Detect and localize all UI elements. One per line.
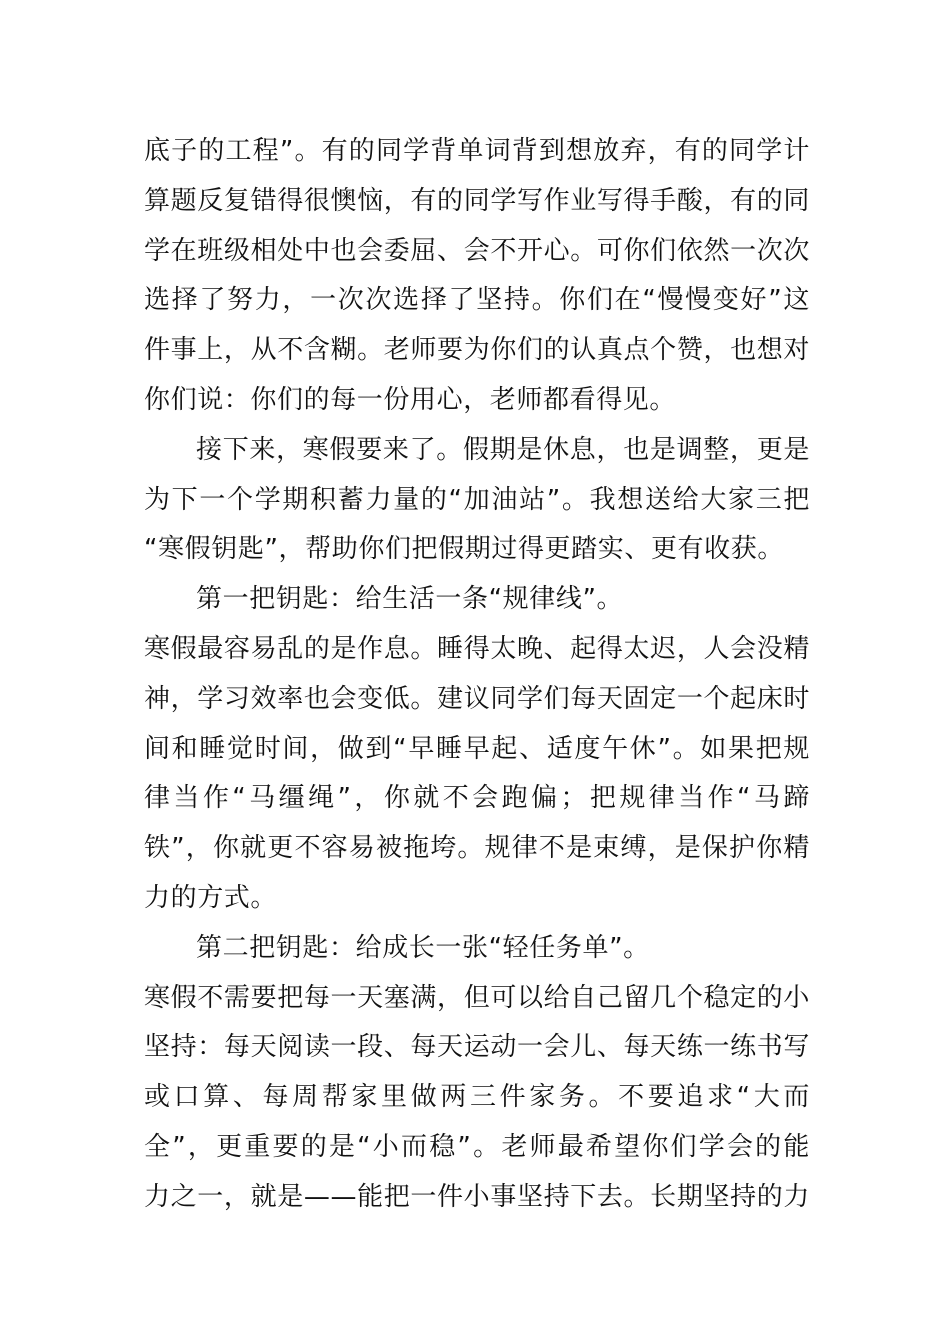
text-line-11: 寒假最容易乱的是作息。睡得太晚、起得太迟，人会没精 [144, 634, 810, 664]
text-line-8: 为下一个学期积蓄力量的“加油站”。我想送给大家三把 [144, 485, 810, 515]
text-line-6: 你们说：你们的每一份用心，老师都看得见。 [144, 385, 677, 415]
text-line-4: 选择了努力，一次次选择了坚持。你们在“慢慢变好”这 [144, 285, 810, 315]
text-line-14: 律当作“马缰绳”，你就不会跑偏；把规律当作“马蹄 [144, 783, 810, 813]
text-line-22: 力之一，就是——能把一件小事坚持下去。长期坚持的力 [144, 1182, 810, 1212]
text-line-19: 坚持：每天阅读一段、每天运动一会儿、每天练一练书写 [144, 1032, 810, 1062]
text-line-20: 或口算、每周帮家里做两三件家务。不要追求“大而 [144, 1082, 810, 1112]
text-line-9: “寒假钥匙”，帮助你们把假期过得更踏实、更有收获。 [144, 534, 784, 564]
text-line-18: 寒假不需要把每一天塞满，但可以给自己留几个稳定的小 [144, 983, 810, 1013]
text-line-13: 间和睡觉时间，做到“早睡早起、适度午休”。如果把规 [144, 734, 810, 764]
section-heading-key-2: 第二把钥匙：给成长一张“轻任务单”。 [196, 933, 650, 963]
text-line-1: 底子的工程”。有的同学背单词背到想放弃，有的同学计 [144, 136, 810, 166]
text-line-16: 力的方式。 [144, 883, 278, 913]
text-line-21: 全”，更重要的是“小而稳”。老师最希望你们学会的能 [144, 1132, 810, 1162]
text-line-12: 神，学习效率也会变低。建议同学们每天固定一个起床时 [144, 684, 810, 714]
section-heading-key-1: 第一把钥匙：给生活一条“规律线”。 [196, 584, 624, 614]
paragraph-start-line-7: 接下来，寒假要来了。假期是休息，也是调整，更是 [196, 435, 810, 465]
text-line-15: 铁”，你就更不容易被拖垮。规律不是束缚，是保护你精 [144, 833, 810, 863]
text-line-5: 件事上，从不含糊。老师要为你们的认真点个赞，也想对 [144, 335, 810, 365]
text-line-2: 算题反复错得很懊恼，有的同学写作业写得手酸，有的同 [144, 186, 810, 216]
text-line-3: 学在班级相处中也会委屈、会不开心。可你们依然一次次 [144, 236, 810, 266]
